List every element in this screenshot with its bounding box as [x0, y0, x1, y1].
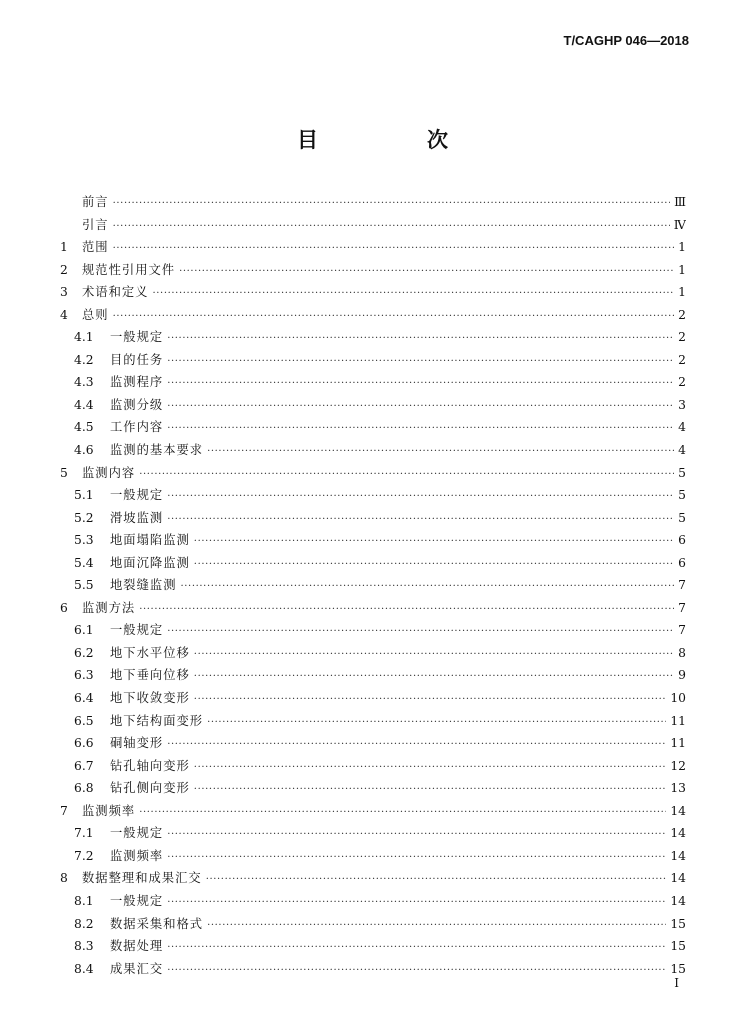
toc-entry-page: 14	[670, 803, 686, 818]
toc-entry-number: 6.8	[74, 781, 94, 796]
toc-leader-dots	[167, 847, 666, 868]
toc-entry[interactable]	[60, 822, 686, 845]
toc-leader-dots	[113, 306, 674, 327]
toc-leader-dots	[167, 396, 674, 417]
toc-entry[interactable]	[60, 800, 686, 823]
toc-entry[interactable]	[60, 439, 686, 462]
toc-entry-label: 钻孔侧向变形	[110, 781, 190, 796]
toc-entry-page: 5	[678, 488, 686, 503]
toc-leader-dots	[167, 824, 666, 845]
toc-entry-page: 4	[678, 443, 686, 458]
toc-leader-dots	[207, 712, 666, 733]
toc-entry-number: 4.4	[74, 397, 94, 412]
toc-entry-number: 4	[60, 307, 68, 322]
toc-entry-number: 5.5	[74, 578, 94, 593]
toc-entry-number: 8	[60, 871, 68, 886]
toc-entry-page: 14	[670, 848, 686, 863]
toc-entry-page: 5	[678, 465, 686, 480]
toc-leader-dots	[167, 418, 674, 439]
toc-entry-label: 数据采集和格式	[110, 916, 204, 931]
toc-entry-label: 一般规定	[110, 826, 164, 841]
toc-leader-dots	[194, 689, 667, 710]
toc-entry[interactable]	[60, 755, 686, 778]
toc-entry-label: 地下结构面变形	[110, 713, 204, 728]
toc-entry[interactable]	[60, 552, 686, 575]
toc-entry-page: Ⅳ	[673, 217, 686, 232]
toc-entry[interactable]	[60, 462, 686, 485]
toc-entry[interactable]	[60, 732, 686, 755]
toc-entry-label: 钻孔轴向变形	[110, 758, 190, 773]
toc-entry-page: 11	[670, 736, 686, 751]
toc-leader-dots	[194, 531, 674, 552]
toc-entry-label: 总则	[82, 307, 109, 322]
toc-entry[interactable]	[60, 507, 686, 530]
toc-entry-number: 1	[60, 240, 68, 255]
toc-entry-label: 地裂缝监测	[110, 578, 177, 593]
toc-entry-label: 监测程序	[110, 375, 164, 390]
toc-entry[interactable]	[60, 394, 686, 417]
toc-leader-dots	[167, 960, 666, 981]
toc-leader-dots	[113, 238, 674, 259]
toc-entry-label: 术语和定义	[82, 285, 149, 300]
toc-entry-number: 5.4	[74, 555, 94, 570]
toc-entry-label: 数据整理和成果汇交	[82, 871, 202, 886]
toc-entry[interactable]	[60, 349, 686, 372]
toc-entry-page: 3	[678, 397, 686, 412]
toc-entry-label: 地面塌陷监测	[110, 533, 190, 548]
toc-entry-page: 14	[670, 893, 686, 908]
toc-entry-page: 2	[678, 375, 686, 390]
toc-entry-label: 监测内容	[82, 465, 136, 480]
toc-entry-label: 规范性引用文件	[82, 262, 176, 277]
toc-leader-dots	[194, 779, 667, 800]
toc-leader-dots	[207, 915, 666, 936]
toc-leader-dots	[167, 373, 674, 394]
toc-entry-number: 4.3	[74, 375, 94, 390]
toc-entry[interactable]	[60, 867, 686, 890]
toc-entry-label: 监测频率	[82, 803, 136, 818]
toc-entry[interactable]	[60, 710, 686, 733]
toc-entry-page: 2	[678, 352, 686, 367]
toc-entry-page: 15	[670, 916, 686, 931]
toc-entry-number: 8.2	[74, 916, 94, 931]
toc-entry-number: 7.1	[74, 826, 94, 841]
toc-entry[interactable]	[60, 642, 686, 665]
toc-entry-page: 4	[678, 420, 686, 435]
toc-entry-number: 5.1	[74, 488, 94, 503]
toc-entry-number: 7.2	[74, 848, 94, 863]
toc-entry-page: 7	[678, 600, 686, 615]
toc-leader-dots	[167, 892, 666, 913]
toc-entry-number: 6.2	[74, 645, 94, 660]
toc-entry-number: 2	[60, 262, 68, 277]
toc-entry-label: 地下水平位移	[110, 645, 190, 660]
toc-leader-dots	[167, 328, 674, 349]
toc-entry-label: 一般规定	[110, 330, 164, 345]
toc-entry-page: 2	[678, 330, 686, 345]
toc-leader-dots	[153, 283, 675, 304]
toc-leader-dots	[194, 757, 667, 778]
toc-leader-dots	[194, 554, 674, 575]
toc-leader-dots	[167, 937, 666, 958]
toc-entry-page: 13	[670, 781, 686, 796]
toc-entry-label: 一般规定	[110, 893, 164, 908]
toc-entry-label: 监测的基本要求	[110, 443, 204, 458]
toc-leader-dots	[113, 216, 670, 237]
toc-entry-number: 4.5	[74, 420, 94, 435]
toc-entry-number: 8.3	[74, 939, 94, 954]
toc-entry[interactable]	[60, 913, 686, 936]
toc-entry[interactable]	[60, 214, 686, 237]
toc-leader-dots	[139, 599, 674, 620]
toc-entry-label: 监测分级	[110, 397, 164, 412]
toc-leader-dots	[207, 441, 674, 462]
toc-title: 目 次	[297, 127, 492, 152]
toc-entry[interactable]	[60, 890, 686, 913]
toc-entry-page: 1	[678, 262, 686, 277]
toc-entry[interactable]	[60, 326, 686, 349]
toc-entry-page: 15	[670, 939, 686, 954]
toc-entry[interactable]	[60, 281, 686, 304]
toc-entry-page: 6	[678, 533, 686, 548]
toc-entry-page: 11	[670, 713, 686, 728]
toc-entry-label: 引言	[82, 217, 109, 232]
toc-entry-page: 12	[670, 758, 686, 773]
toc-entry-page: 14	[670, 826, 686, 841]
toc-leader-dots	[167, 351, 674, 372]
toc-entry-label: 监测频率	[110, 848, 164, 863]
toc-entry[interactable]	[60, 484, 686, 507]
toc-leader-dots	[167, 509, 674, 530]
toc-leader-dots	[139, 802, 666, 823]
toc-entry-label: 目的任务	[110, 352, 164, 367]
toc-entry-label: 前言	[82, 195, 109, 209]
toc-entry[interactable]	[60, 574, 686, 597]
toc-leader-dots	[194, 644, 674, 665]
toc-leader-dots	[167, 486, 674, 507]
toc-entry-page: 6	[678, 555, 686, 570]
toc-entry-page: 7	[678, 578, 686, 593]
toc-entry-label: 监测方法	[82, 600, 136, 615]
toc-entry-number: 5.3	[74, 533, 94, 548]
toc-leader-dots	[179, 261, 674, 282]
toc-entry-number: 6.4	[74, 691, 94, 706]
toc-entry-label: 成果汇交	[110, 961, 164, 976]
toc-entry-number: 6.5	[74, 713, 94, 728]
toc-entry-number: 6	[60, 600, 68, 615]
toc-entry-label: 工作内容	[110, 420, 164, 435]
toc-entry[interactable]	[60, 958, 686, 981]
toc-entry-page: Ⅲ	[674, 195, 686, 209]
toc-leader-dots	[113, 193, 671, 214]
toc-entry-number: 4.2	[74, 352, 94, 367]
toc-entry-page: 9	[678, 668, 686, 683]
toc-entry-label: 一般规定	[110, 623, 164, 638]
toc-entry-label: 数据处理	[110, 939, 164, 954]
toc-entry[interactable]	[60, 259, 686, 282]
toc-leader-dots	[206, 869, 667, 890]
toc-entry[interactable]	[60, 529, 686, 552]
toc-entry-number: 6.3	[74, 668, 94, 683]
toc-entry-page: 1	[678, 240, 686, 255]
toc-entry[interactable]	[60, 687, 686, 710]
toc-entry[interactable]	[60, 371, 686, 394]
toc-entry-number: 8.4	[74, 961, 94, 976]
toc-entry-page: 7	[678, 623, 686, 638]
toc-entry[interactable]	[60, 416, 686, 439]
toc-entry-page: 1	[678, 285, 686, 300]
toc-entry-label: 地下垂向位移	[110, 668, 190, 683]
toc-entry[interactable]	[60, 845, 686, 868]
toc-entry-label: 一般规定	[110, 488, 164, 503]
toc-entry[interactable]	[60, 304, 686, 327]
toc-entry[interactable]	[60, 619, 686, 642]
toc-entry-number: 7	[60, 803, 68, 818]
toc-entry-page: 14	[670, 871, 686, 886]
toc-entry-label: 滑坡监测	[110, 510, 164, 525]
toc-entry-page: 5	[678, 510, 686, 525]
toc-entry-label: 硐轴变形	[110, 736, 164, 751]
toc-entry-number: 6.6	[74, 736, 94, 751]
toc-entry-number: 8.1	[74, 893, 94, 908]
toc-entry-page: 2	[678, 307, 686, 322]
table-of-contents	[60, 191, 686, 980]
toc-entry-page: 15	[670, 961, 686, 976]
toc-entry-number: 3	[60, 285, 68, 300]
toc-entry-label: 地下收敛变形	[110, 691, 190, 706]
toc-entry[interactable]	[60, 236, 686, 259]
toc-leader-dots	[139, 464, 674, 485]
toc-entry-number: 5	[60, 465, 68, 480]
toc-leader-dots	[167, 734, 666, 755]
standard-code: T/CAGHP 046—2018	[563, 33, 689, 48]
toc-entry[interactable]	[60, 664, 686, 687]
toc-leader-dots	[181, 576, 675, 597]
toc-entry[interactable]	[60, 935, 686, 958]
toc-entry[interactable]	[60, 777, 686, 800]
toc-entry-label: 地面沉降监测	[110, 555, 190, 570]
toc-entry-label: 范围	[82, 240, 109, 255]
toc-entry-number: 5.2	[74, 510, 94, 525]
toc-entry-page: 10	[670, 691, 686, 706]
toc-entry-page: 8	[678, 645, 686, 660]
toc-leader-dots	[167, 621, 674, 642]
toc-entry-number: 4.1	[74, 330, 94, 345]
toc-entry-number: 4.6	[74, 443, 94, 458]
toc-entry[interactable]	[60, 597, 686, 620]
toc-leader-dots	[194, 666, 674, 687]
toc-entry-number: 6.7	[74, 758, 94, 773]
toc-entry-number: 6.1	[74, 623, 94, 638]
page-folio: Ⅰ	[674, 976, 679, 990]
toc-entry[interactable]	[60, 191, 686, 214]
